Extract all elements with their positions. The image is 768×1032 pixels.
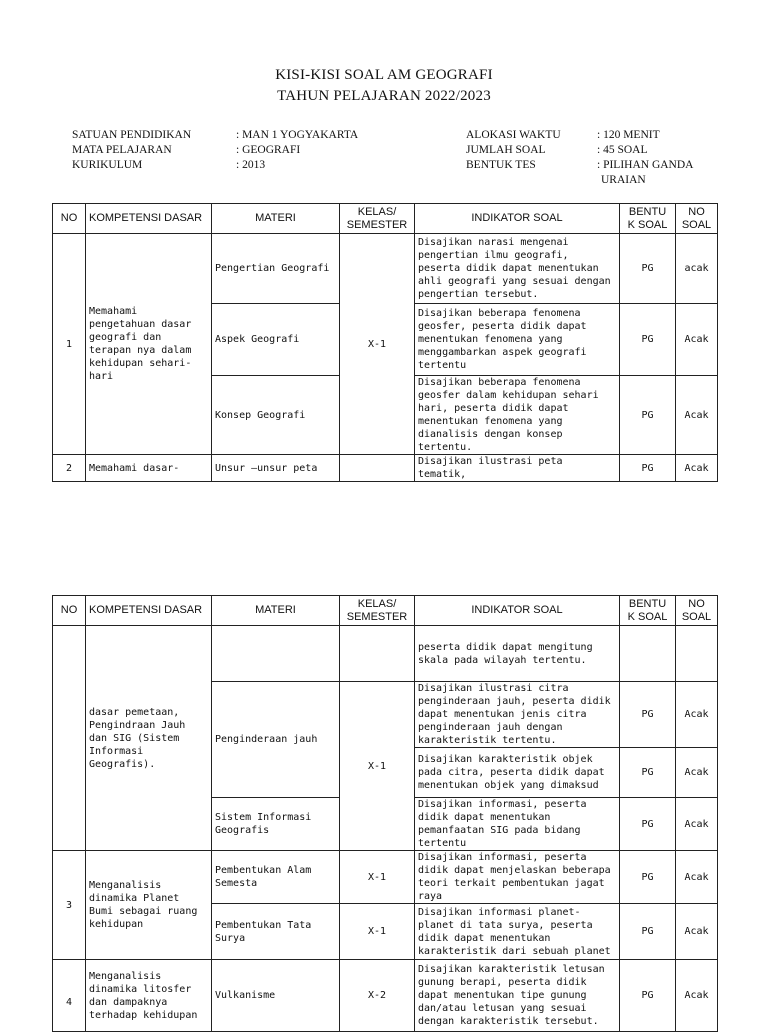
meta-label-jumlah: JUMLAH SOAL (466, 144, 546, 156)
cell-no-soal: acak (676, 234, 718, 304)
cell-kelas (340, 455, 415, 482)
header-kompetensi-dasar: KOMPETENSI DASAR (86, 204, 212, 234)
meta-value-uraian: URAIAN (601, 174, 646, 186)
cell-no-soal: Acak (676, 960, 718, 1032)
cell-kelas: X-2 (340, 960, 415, 1032)
meta-value-jumlah: : 45 SOAL (597, 144, 648, 156)
meta-value-mapel: : GEOGRAFI (236, 144, 301, 156)
cell-materi: Pembentukan Alam Semesta (212, 851, 340, 904)
header-kelas-semester: KELAS/ SEMESTER (340, 596, 415, 626)
cell-materi: Konsep Geografi (212, 376, 340, 455)
cell-indikator: Disajikan informasi, peserta didik dapat menentukan pemanfaatan SIG pada bidang tertentu (415, 798, 620, 851)
cell-bentuk: PG (620, 234, 676, 304)
meta-left-labels (72, 128, 191, 173)
table-row (53, 234, 718, 304)
cell-indikator: Disajikan informasi, peserta didik dapat menjelaskan beberapa teori terkait pembentukan jagat raya (415, 851, 620, 904)
cell-kelas: X-1 (340, 682, 415, 851)
cell-no: 1 (53, 234, 86, 455)
header-bentuk-soal: BENTU K SOAL (620, 596, 676, 626)
table-header-row (53, 596, 718, 626)
cell-materi: Vulkanisme (212, 960, 340, 1032)
cell-kompetensi-dasar: Menganalisis dinamika Planet Bumi sebagai ruang kehidupan (86, 851, 212, 960)
cell-indikator: Disajikan informasi planet-planet di tata surya, peserta didik dapat menentukan karakteristik dari sebuah planet (415, 904, 620, 960)
cell-indikator: Disajikan karakteristik objek pada citra, peserta didik dapat menentukan objek yang dimaksud (415, 748, 620, 798)
cell-no-soal (676, 626, 718, 682)
cell-no-soal: Acak (676, 851, 718, 904)
cell-materi (212, 626, 340, 682)
meta-label-bentuk: BENTUK TES (466, 159, 536, 171)
meta-right-labels (466, 128, 561, 173)
cell-kompetensi-dasar: Memahami pengetahuan dasar geografi dan terapan nya dalam kehidupan sehari-hari (86, 234, 212, 455)
header-no-soal: NO SOAL (676, 596, 718, 626)
header-kelas-semester: KELAS/ SEMESTER (340, 204, 415, 234)
header-materi: MATERI (212, 204, 340, 234)
cell-no-soal: Acak (676, 748, 718, 798)
table-row (53, 626, 718, 682)
cell-bentuk: PG (620, 304, 676, 376)
cell-no-soal: Acak (676, 304, 718, 376)
cell-bentuk: PG (620, 748, 676, 798)
kisi-table-1 (52, 203, 718, 482)
cell-no: 3 (53, 851, 86, 960)
meta-value-bentuk: : PILIHAN GANDA (597, 159, 694, 171)
meta-label-alokasi: ALOKASI WAKTU (466, 129, 561, 141)
cell-indikator: Disajikan karakteristik letusan gunung berapi, peserta didik dapat menentukan tipe gunung dan/atau letusan yang sesuai dengan karakteristik tersebut. (415, 960, 620, 1032)
header-materi: MATERI (212, 596, 340, 626)
cell-indikator: Disajikan beberapa fenomena geosfer dalam kehidupan sehari hari, peserta didik dapat menentukan fenomena yang dianalisis dengan konsep tertentu. (415, 376, 620, 455)
cell-bentuk (620, 626, 676, 682)
meta-label-kurikulum: KURIKULUM (72, 159, 143, 171)
cell-materi: Penginderaan jauh (212, 682, 340, 798)
meta-label-satuan: SATUAN PENDIDIKAN (72, 129, 192, 141)
cell-kelas: X-1 (340, 851, 415, 904)
header-no-soal: NO SOAL (676, 204, 718, 234)
header-indikator-soal: INDIKATOR SOAL (415, 596, 620, 626)
cell-no-soal: Acak (676, 798, 718, 851)
cell-kompetensi-dasar: dasar pemetaan, Pengindraan Jauh dan SIG (Sistem Informasi Geografis). (86, 626, 212, 851)
table-row (53, 960, 718, 1032)
header-indikator-soal: INDIKATOR SOAL (415, 204, 620, 234)
cell-kelas: X-1 (340, 904, 415, 960)
cell-materi: Pengertian Geografi (212, 234, 340, 304)
cell-no-soal: Acak (676, 904, 718, 960)
document-subtitle: TAHUN PELAJARAN 2022/2023 (277, 88, 491, 104)
cell-bentuk: PG (620, 904, 676, 960)
header-bentuk-soal: BENTU K SOAL (620, 204, 676, 234)
cell-indikator: Disajikan beberapa fenomena geosfer, peserta didik dapat menentukan fenomena yang menggambarkan aspek geografi tertentu (415, 304, 620, 376)
table-header-row (53, 204, 718, 234)
header-kompetensi-dasar: KOMPETENSI DASAR (86, 596, 212, 626)
cell-no-soal: Acak (676, 455, 718, 482)
cell-bentuk: PG (620, 960, 676, 1032)
cell-indikator: Disajikan narasi mengenai pengertian ilmu geografi, peserta didik dapat menentukan ahli geografi yang sesuai dengan pengertian tersebut. (415, 234, 620, 304)
cell-bentuk: PG (620, 851, 676, 904)
cell-bentuk: PG (620, 682, 676, 748)
document-title: KISI-KISI SOAL AM GEOGRAFI (275, 67, 493, 83)
meta-left-values (236, 128, 358, 173)
cell-no: 4 (53, 960, 86, 1032)
meta-right-values (597, 128, 693, 188)
cell-indikator: peserta didik dapat mengitung skala pada wilayah tertentu. (415, 626, 620, 682)
cell-materi: Aspek Geografi (212, 304, 340, 376)
cell-kompetensi-dasar: Menganalisis dinamika litosfer dan dampaknya terhadap kehidupan (86, 960, 212, 1032)
cell-indikator: Disajikan ilustrasi citra penginderaan jauh, peserta didik dapat menentukan jenis citra penginderaan jauh dengan karakteristik tertentu. (415, 682, 620, 748)
cell-no: 2 (53, 455, 86, 482)
meta-value-kurikulum: : 2013 (236, 159, 266, 171)
cell-bentuk: PG (620, 455, 676, 482)
meta-value-satuan: : MAN 1 YOGYAKARTA (236, 129, 359, 141)
table-row (53, 851, 718, 904)
cell-kelas (340, 626, 415, 682)
cell-kompetensi-dasar: Memahami dasar- (86, 455, 212, 482)
cell-materi: Sistem Informasi Geografis (212, 798, 340, 851)
table-row (53, 455, 718, 482)
cell-no-soal: Acak (676, 682, 718, 748)
cell-kelas: X-1 (340, 234, 415, 455)
cell-materi: Unsur –unsur peta (212, 455, 340, 482)
cell-bentuk: PG (620, 798, 676, 851)
cell-indikator: Disajikan ilustrasi peta tematik, (415, 455, 620, 482)
kisi-table-2 (52, 595, 718, 1032)
header-no: NO (53, 204, 86, 234)
cell-no-soal: Acak (676, 376, 718, 455)
cell-bentuk: PG (620, 376, 676, 455)
meta-value-alokasi: : 120 MENIT (597, 129, 660, 141)
meta-label-mapel: MATA PELAJARAN (72, 144, 172, 156)
cell-no (53, 626, 86, 851)
cell-materi: Pembentukan Tata Surya (212, 904, 340, 960)
header-no: NO (53, 596, 86, 626)
